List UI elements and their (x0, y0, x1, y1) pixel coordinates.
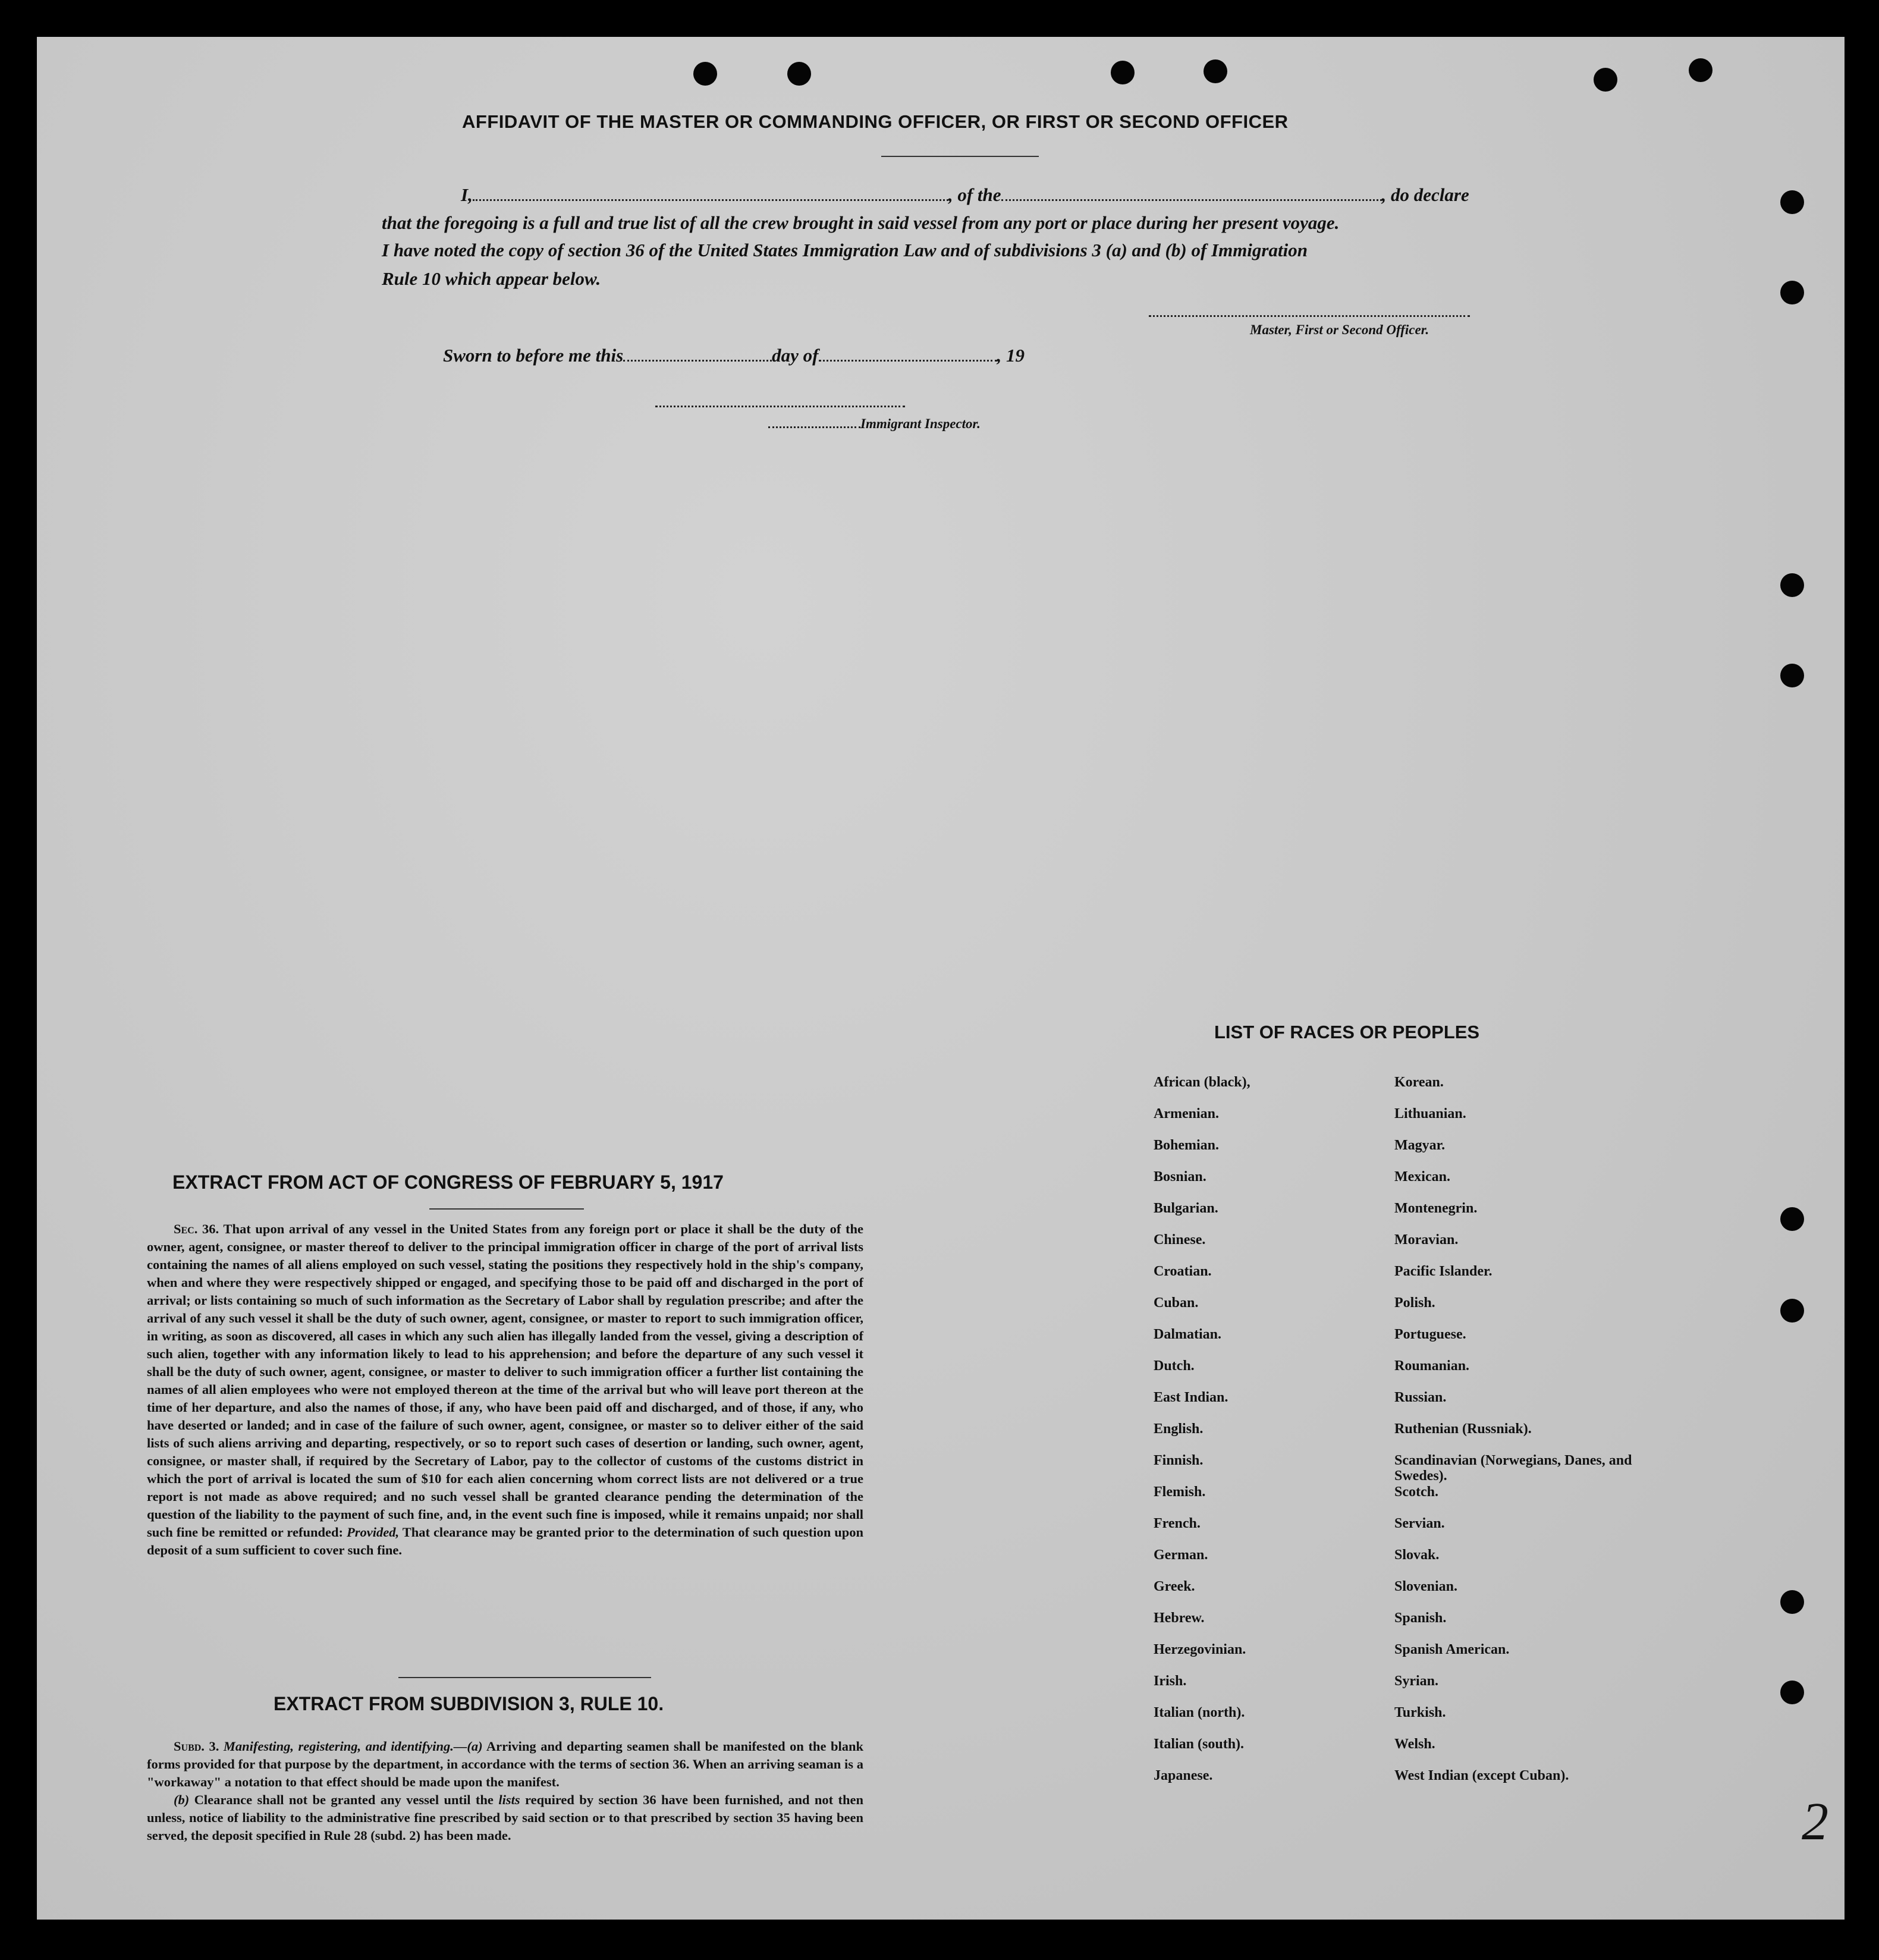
race-item: East Indian. (1154, 1390, 1228, 1405)
inspector-label (768, 416, 981, 432)
section-36-text (147, 1220, 863, 1559)
race-item: Moravian. (1394, 1232, 1459, 1248)
races-list (1154, 1075, 1689, 1799)
declaration-text: Rule 10 which appear below. (382, 268, 601, 289)
inspector-blank (768, 426, 860, 428)
race-item: Lithuanian. (1394, 1106, 1466, 1122)
race-item: Irish. (1154, 1673, 1187, 1689)
subdivision-label: Subd. 3. (174, 1739, 219, 1754)
signature-line (1149, 315, 1470, 317)
inspector-label-text: Immigrant Inspector. (860, 416, 981, 431)
sworn-suffix: , 19 (997, 345, 1025, 366)
race-item: Bosnian. (1154, 1169, 1206, 1185)
punch-hole (1780, 281, 1804, 304)
race-item: Chinese. (1154, 1232, 1206, 1248)
race-item: French. (1154, 1516, 1201, 1531)
race-item: Ruthenian (Russniak). (1394, 1421, 1532, 1437)
race-item: Cuban. (1154, 1295, 1199, 1311)
race-item: Mexican. (1394, 1169, 1450, 1185)
lists-term: lists (498, 1792, 520, 1807)
section-body-end: That clearance may be granted prior to the determination of such question upon deposit of a sum sufficient to cover such fine. (147, 1525, 864, 1557)
race-item: English. (1154, 1421, 1204, 1437)
race-item: Dutch. (1154, 1358, 1195, 1374)
race-item: Polish. (1394, 1295, 1435, 1311)
extract-divider (429, 1208, 584, 1210)
declaration-text: I have noted the copy of section 36 of the United States Immigration Law and of subdivisions 3 (a) and (b) of Immigration (382, 240, 1308, 260)
para-a-label: —(a) (453, 1739, 483, 1754)
para-b-text-end: required by section 36 have been furnished, and not then unless, notice of liability to the administrative fine prescribed by said section or to that prescribed by section 35 having been served, the deposit specified in Rule 28 (subd. 2) has been made. (147, 1792, 864, 1843)
declaration-mid: , of the (948, 184, 1001, 205)
punch-hole (1204, 59, 1227, 83)
sworn-mid: day of (772, 345, 819, 366)
race-item: Scandinavian (Norwegians, Danes, and Swedes). (1394, 1453, 1632, 1484)
punch-hole (1594, 68, 1617, 92)
race-item: Scotch. (1394, 1484, 1438, 1500)
race-item: Magyar. (1394, 1138, 1446, 1153)
master-signature-label: Master, First or Second Officer. (1250, 322, 1429, 337)
punch-hole (1780, 1207, 1804, 1231)
subdivision-3-text (147, 1738, 863, 1845)
punch-hole (1780, 664, 1804, 687)
handwritten-page-mark: 2 (1802, 1792, 1828, 1851)
declaration-text: that the foregoing is a full and true list of all the crew brought in said vessel from any port or place during her present voyage. (382, 212, 1340, 233)
declaration-prefix: I, (461, 184, 473, 205)
day-blank (623, 359, 772, 362)
affidavit-title: AFFIDAVIT OF THE MASTER OR COMMANDING OFFICER, OR FIRST OR SECOND OFFICER (462, 111, 1289, 132)
para-a-text: Arriving and departing seamen shall be manifested on the blank forms provided for that purpose by the department, in accordance with the terms of section 36. When an arriving seaman is a "workaway" a notation to that effect should be made upon the manifest. (147, 1739, 864, 1789)
race-item: Spanish American. (1394, 1642, 1510, 1657)
inspector-signature-line (655, 406, 905, 407)
race-item: Italian (south). (1154, 1736, 1245, 1752)
declaration-line (461, 184, 1469, 206)
para-b-label: (b) (174, 1792, 190, 1807)
race-item: Montenegrin. (1394, 1201, 1478, 1216)
month-blank (819, 359, 997, 362)
document-page (37, 37, 1845, 1920)
race-item: African (black), (1154, 1075, 1250, 1090)
provided-term: Provided, (346, 1525, 400, 1540)
race-item: Bulgarian. (1154, 1201, 1218, 1216)
extract-divider (398, 1677, 651, 1678)
section-body: That upon arrival of any vessel in the United States from any foreign port or place it shall be the duty of the owner, agent, consignee, or master thereof to deliver to the principal immigration officer in charge of the port of arrival lists containing the names of all aliens employed on such vessel, stating the positions they respectively hold in the ship's company, when and where they were respectively shipped or engaged, and specifying those to be paid off and discharged in the port of arrival; or lists containing so much of such information as the Secretary of Labor shall by regulation prescribe; and after the arrival of any such vessel it shall be the duty of such owner, agent, consignee, or master to report to such immigration officer, in writing, as soon as discovered, all cases in which any such alien has illegally landed from the vessel, giving a description of such alien, together with any information likely to lead to his apprehension; and before the departure of any such vessel it shall be the duty of such owner, agent, consignee, or master to deliver to such immigration officer a further list containing the names of all alien employees who were not employed thereon at the time of the arrival but who will leave port thereon at the time of her departure, and also the names of those, if any, who have been paid off and discharged, and of those, if any, who have deserted or landed; and in case of the failure of such owner, agent, consignee, or master so to deliver either of the said lists of such aliens arriving and departing, respectively, or so to report such cases of desertion or landing, such owner, agent, consignee, or master shall, if required by the Secretary of Labor, pay to the collector of customs of the customs district in which the port of arrival is located the sum of $10 for each alien concerning whom correct lists are not delivered or a true report is not made as above required; and no such vessel shall be granted clearance pending the determination of the question of the liability to the payment of such fine, and, in the event such fine is imposed, while it remains unpaid; nor shall such fine be remitted or refunded: (147, 1221, 863, 1540)
punch-hole (1780, 1299, 1804, 1323)
vessel-blank (1001, 199, 1382, 201)
subdivision-heading: Manifesting, registering, and identifying. (223, 1739, 454, 1754)
race-item: Herzegovinian. (1154, 1642, 1246, 1657)
punch-hole (693, 62, 717, 86)
race-item: Armenian. (1154, 1106, 1219, 1122)
punch-hole (1780, 1590, 1804, 1614)
race-item: Spanish. (1394, 1610, 1447, 1626)
race-item: Greek. (1154, 1579, 1195, 1594)
race-item: Slovenian. (1394, 1579, 1458, 1594)
race-item: Japanese. (1154, 1768, 1213, 1783)
race-item: Italian (north). (1154, 1705, 1245, 1720)
race-item: Servian. (1394, 1516, 1445, 1531)
race-item: Dalmatian. (1154, 1327, 1221, 1342)
race-item: Slovak. (1394, 1547, 1440, 1563)
title-divider (881, 156, 1039, 157)
punch-hole (1780, 573, 1804, 597)
races-list-title: LIST OF RACES OR PEOPLES (1214, 1022, 1480, 1042)
punch-hole (1689, 58, 1713, 82)
race-item: Portuguese. (1394, 1327, 1466, 1342)
section-label: Sec. 36. (174, 1221, 219, 1236)
sworn-line (443, 345, 1025, 366)
para-b-text: Clearance shall not be granted any vessel until the (194, 1792, 494, 1807)
race-item: Korean. (1394, 1075, 1444, 1090)
extract-rule-title: EXTRACT FROM SUBDIVISION 3, RULE 10. (274, 1693, 664, 1714)
race-item: German. (1154, 1547, 1208, 1563)
race-item: Welsh. (1394, 1736, 1435, 1752)
punch-hole (787, 62, 811, 86)
sworn-prefix: Sworn to before me this (443, 345, 624, 366)
declaration-suffix: , do declare (1381, 184, 1469, 205)
race-item: Syrian. (1394, 1673, 1439, 1689)
race-item: Hebrew. (1154, 1610, 1205, 1626)
race-item: Bohemian. (1154, 1138, 1220, 1153)
race-item: Flemish. (1154, 1484, 1206, 1500)
punch-hole (1111, 61, 1135, 84)
punch-hole (1780, 190, 1804, 214)
race-item: Roumanian. (1394, 1358, 1470, 1374)
race-item: Turkish. (1394, 1705, 1446, 1720)
race-item: West Indian (except Cuban). (1394, 1768, 1569, 1783)
punch-hole (1780, 1681, 1804, 1704)
race-item: Finnish. (1154, 1453, 1204, 1468)
extract-act-title: EXTRACT FROM ACT OF CONGRESS OF FEBRUARY 5, 1917 (172, 1171, 724, 1193)
race-item: Russian. (1394, 1390, 1447, 1405)
race-item: Pacific Islander. (1394, 1264, 1492, 1279)
name-blank (473, 199, 948, 201)
race-item: Croatian. (1154, 1264, 1212, 1279)
